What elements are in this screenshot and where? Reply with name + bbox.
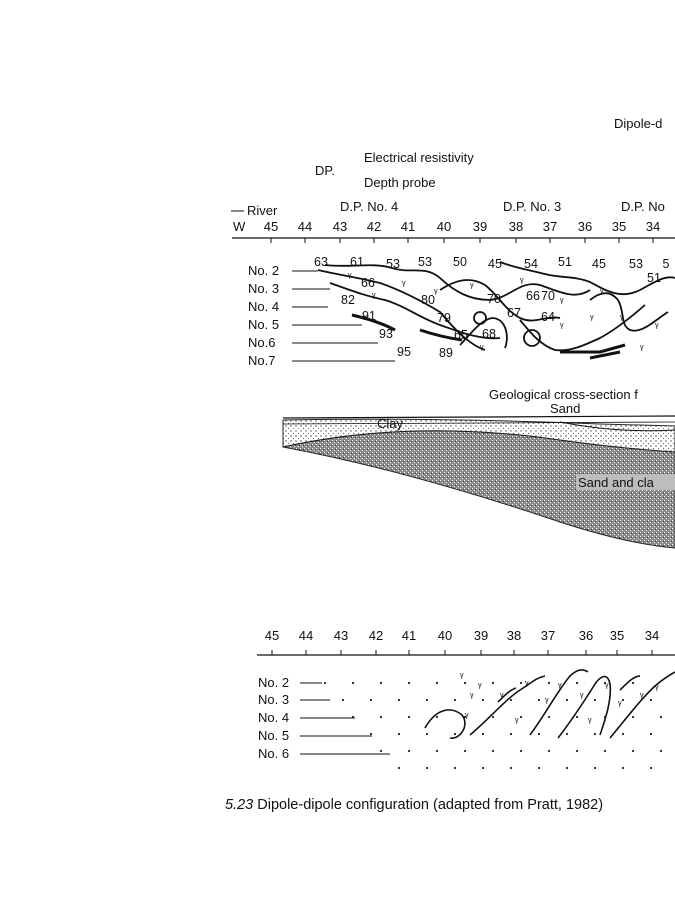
row-label: No. 4 — [258, 710, 290, 725]
station-label: 45 — [264, 628, 280, 643]
pseudo-section-dot — [398, 699, 400, 701]
top-station-axis — [232, 219, 675, 243]
pseudo-section-dot — [604, 750, 606, 752]
pseudo-section-dot — [324, 682, 326, 684]
pseudo-section-dot — [622, 699, 624, 701]
symbol-mark: ᵞ — [480, 343, 484, 355]
symbol-mark: ᵞ — [600, 287, 604, 299]
pseudo-section-dot — [436, 682, 438, 684]
symbol-mark: ᵞ — [560, 296, 564, 308]
row-label: No. 5 — [258, 728, 290, 743]
symbol-mark: ᵞ — [580, 691, 584, 703]
pseudo-section-dot — [510, 767, 512, 769]
pseudo-section-dot — [436, 716, 438, 718]
pseudo-section-dot — [576, 750, 578, 752]
resistivity-value: 51 — [647, 271, 661, 285]
pseudo-section-dot — [622, 733, 624, 735]
pseudo-section-dot — [398, 767, 400, 769]
station-label: 44 — [297, 219, 313, 234]
resistivity-value: 70 — [487, 292, 501, 306]
pseudo-section-dot — [398, 733, 400, 735]
station-label: 36 — [578, 628, 594, 643]
pseudo-section-dot — [520, 682, 522, 684]
top-symbols — [348, 271, 659, 355]
pseudo-section-dot — [464, 682, 466, 684]
symbol-mark: ᵞ — [560, 321, 564, 333]
dp-label: DP. — [315, 163, 335, 178]
pseudo-section-dot — [660, 750, 662, 752]
pseudo-section-dot — [548, 682, 550, 684]
resistivity-value: 95 — [397, 345, 411, 359]
pseudo-section-dot — [566, 767, 568, 769]
symbol-mark: ᵞ — [590, 313, 594, 325]
station-label: 35 — [609, 628, 625, 643]
station-label: 38 — [506, 628, 522, 643]
pseudo-section-dot — [594, 733, 596, 735]
station-label: 44 — [298, 628, 314, 643]
resistivity-value: 65 — [454, 328, 468, 342]
station-label: 42 — [368, 628, 384, 643]
station-label: 43 — [332, 219, 348, 234]
symbol-mark: ᵞ — [348, 271, 352, 283]
pseudo-section-dot — [492, 682, 494, 684]
pseudo-section-dot — [566, 699, 568, 701]
station-label: 36 — [577, 219, 593, 234]
dp-no3-label: D.P. No. 3 — [503, 199, 562, 214]
resistivity-value: 45 — [488, 257, 502, 271]
symbol-mark: ᵞ — [620, 313, 624, 325]
pseudo-section-dot — [566, 733, 568, 735]
dp-no-cut-label: D.P. No — [621, 199, 665, 214]
row-label: No. 5 — [248, 317, 280, 332]
symbol-mark: ᵞ — [640, 691, 644, 703]
caption-text: Dipole-dipole configuration (adapted from Pratt, 1982) — [257, 797, 604, 813]
pseudo-section-dot — [520, 716, 522, 718]
pseudo-section-dot — [650, 767, 652, 769]
resistivity-value: 79 — [437, 311, 451, 325]
resistivity-value: 61 — [350, 255, 364, 269]
pseudo-section-dot — [510, 699, 512, 701]
row-label: No.6 — [248, 335, 276, 350]
symbol-mark: ᵞ — [478, 681, 482, 693]
station-label: 38 — [508, 219, 524, 234]
pseudo-section-dot — [454, 699, 456, 701]
symbol-mark: ᵞ — [545, 696, 549, 708]
station-label: 41 — [400, 219, 416, 234]
pseudo-section-dot — [650, 699, 652, 701]
resistivity-value: 54 — [524, 257, 538, 271]
symbol-mark: ᵞ — [558, 681, 562, 693]
resistivity-value: 64 — [541, 310, 555, 324]
row-label: No. 6 — [258, 746, 290, 761]
legend-resistivity: Electrical resistivity — [364, 150, 474, 165]
symbol-mark: ᵞ — [655, 321, 659, 333]
pseudo-section-dot — [548, 750, 550, 752]
dp-no4-label: D.P. No. 4 — [340, 199, 399, 214]
bottom-row-labels — [258, 675, 390, 761]
figure-caption — [225, 797, 603, 813]
pseudo-section-dot — [482, 767, 484, 769]
sand-label: Sand — [550, 401, 581, 416]
resistivity-value: 45 — [592, 257, 606, 271]
pseudo-section-dot — [538, 733, 540, 735]
pseudo-section-dot — [576, 682, 578, 684]
row-label: No. 3 — [248, 281, 280, 296]
resistivity-value: 5 — [662, 257, 670, 271]
resistivity-value: 53 — [629, 257, 643, 271]
pseudo-section-dot — [426, 767, 428, 769]
symbol-mark: ᵞ — [520, 276, 524, 288]
section-title: Geological cross-section f — [489, 387, 638, 402]
pseudo-section-dot — [370, 699, 372, 701]
station-label: 45 — [263, 219, 279, 234]
resistivity-value: 67 — [507, 306, 521, 320]
symbol-mark: ᵞ — [465, 711, 469, 723]
symbol-mark: ᵞ — [618, 699, 622, 711]
pseudo-section-dot — [370, 733, 372, 735]
symbol-mark: ᵞ — [605, 681, 609, 693]
pseudo-section-dot — [352, 716, 354, 718]
pseudo-section-dot — [482, 733, 484, 735]
pseudo-section-dot — [632, 682, 634, 684]
resistivity-values — [314, 255, 669, 360]
bottom-station-axis — [257, 628, 675, 655]
station-label: 34 — [645, 219, 661, 234]
row-label: No. 4 — [248, 299, 280, 314]
row-label: No. 2 — [258, 675, 290, 690]
pseudo-section-dot — [380, 682, 382, 684]
resistivity-value: 63 — [314, 255, 328, 269]
symbol-mark: ᵞ — [655, 683, 659, 695]
station-label: 39 — [472, 219, 488, 234]
symbol-mark: ᵞ — [500, 691, 504, 703]
station-label: 42 — [366, 219, 382, 234]
resistivity-value: 53 — [386, 257, 400, 271]
caption-number: 5.23 — [225, 797, 254, 813]
station-label: 34 — [644, 628, 660, 643]
pseudo-section-dot — [576, 716, 578, 718]
clay-label: Clay — [377, 416, 404, 431]
station-label: 40 — [437, 628, 453, 643]
pseudo-section-dot — [622, 767, 624, 769]
resistivity-value: 93 — [379, 327, 393, 341]
symbol-mark: ᵞ — [470, 281, 474, 293]
resistivity-value: 50 — [453, 255, 467, 269]
symbol-mark: ᵞ — [434, 287, 438, 299]
pseudo-section-dot — [380, 716, 382, 718]
resistivity-value: 70 — [541, 289, 555, 303]
symbol-mark: ᵞ — [372, 291, 376, 303]
station-label: 40 — [436, 219, 452, 234]
pseudo-section-dot — [482, 699, 484, 701]
resistivity-value: 66 — [361, 276, 375, 290]
resistivity-value: 80 — [421, 293, 435, 307]
resistivity-value: 82 — [341, 293, 355, 307]
row-label: No.7 — [248, 353, 276, 368]
pseudo-section-dot — [604, 716, 606, 718]
resistivity-value: 68 — [482, 327, 496, 341]
resistivity-value: 89 — [439, 346, 453, 360]
pseudo-section-dot — [594, 767, 596, 769]
pseudo-section-dot — [352, 682, 354, 684]
pseudo-section-dot — [454, 733, 456, 735]
symbol-mark: ᵞ — [525, 679, 529, 691]
pseudo-section-dot — [538, 699, 540, 701]
pseudo-section-dot — [408, 682, 410, 684]
pseudo-section-dot — [464, 750, 466, 752]
pseudo-section-dot — [632, 750, 634, 752]
pseudo-section-dot — [660, 716, 662, 718]
pseudo-section-dot — [408, 750, 410, 752]
pseudo-section-dot — [632, 716, 634, 718]
resistivity-value: 53 — [418, 255, 432, 269]
pseudo-section-dot — [520, 750, 522, 752]
resistivity-value: 91 — [362, 309, 376, 323]
pseudo-section-dot — [436, 750, 438, 752]
symbol-mark: ᵞ — [515, 716, 519, 728]
pseudo-section-dot — [548, 716, 550, 718]
symbol-mark: ᵞ — [460, 671, 464, 683]
pseudo-section-dot — [650, 733, 652, 735]
pseudo-section-dot — [492, 750, 494, 752]
pseudo-section-dot — [492, 716, 494, 718]
pseudo-section-dot — [426, 733, 428, 735]
station-label: 39 — [473, 628, 489, 643]
legend-depth-probe: Depth probe — [364, 175, 436, 190]
station-label: 41 — [401, 628, 417, 643]
row-label: No. 2 — [248, 263, 280, 278]
symbol-mark: ᵞ — [402, 279, 406, 291]
top-title: Dipole-d — [614, 116, 663, 131]
pseudo-section-dot — [510, 733, 512, 735]
pseudo-section-dot — [538, 767, 540, 769]
symbol-mark: ᵞ — [470, 691, 474, 703]
station-label: 37 — [542, 219, 558, 234]
resistivity-value: 51 — [558, 255, 572, 269]
pseudo-section-dot — [426, 699, 428, 701]
pseudo-section-dot — [380, 750, 382, 752]
row-label: No. 3 — [258, 692, 290, 707]
symbol-mark: ᵞ — [640, 343, 644, 355]
symbol-mark: ᵞ — [588, 716, 592, 728]
station-label: 37 — [540, 628, 556, 643]
station-label: 35 — [611, 219, 627, 234]
pseudo-section-dot — [594, 699, 596, 701]
pseudo-section-dot — [408, 716, 410, 718]
river-label: River — [247, 203, 278, 218]
sand-clay-label: Sand and cla — [578, 475, 654, 490]
pseudo-section-dot — [342, 699, 344, 701]
pseudo-section-dot — [454, 767, 456, 769]
w-label: W — [233, 219, 246, 234]
station-label: 43 — [333, 628, 349, 643]
resistivity-value: 66 — [526, 289, 540, 303]
